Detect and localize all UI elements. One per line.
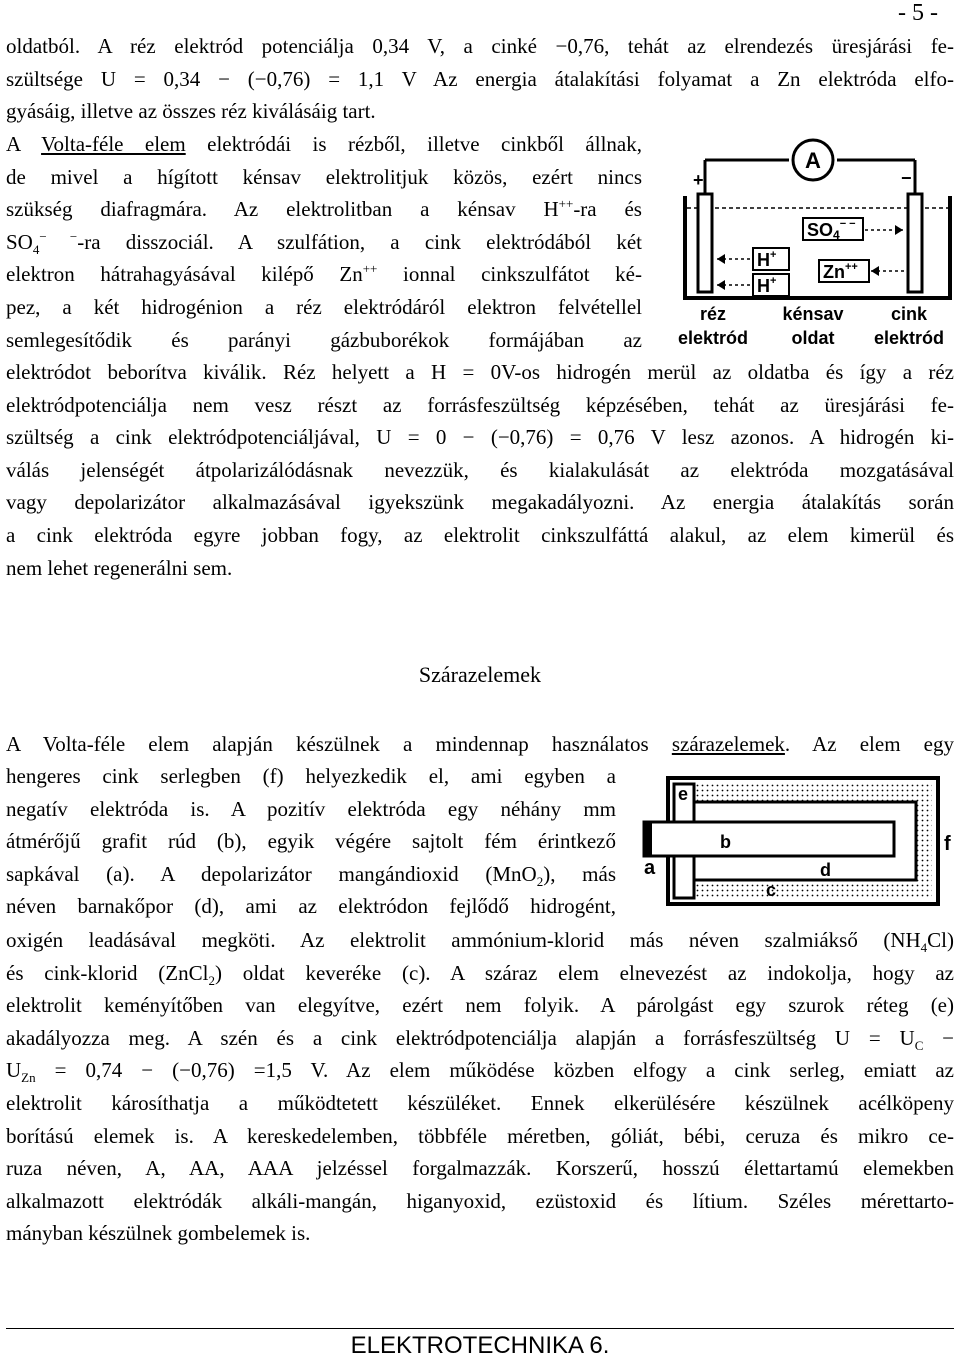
svg-text:elektród: elektród bbox=[873, 328, 945, 348]
zinc-electrode bbox=[908, 194, 922, 292]
svg-text:−: − bbox=[901, 168, 912, 188]
text-line: válás jelenségét átpolarizálódásnak nevezzük, és kialakulását az elektróda mozgatásával bbox=[6, 457, 954, 482]
volta-cell-diagram bbox=[665, 138, 957, 356]
text-line: ruza néven, A, AA, AAA jelzéssel forgalmazzák. Korszerű, hosszú élettartamú elemekben bbox=[6, 1156, 954, 1181]
svg-text:H+: H+ bbox=[757, 249, 777, 270]
graphite-rod bbox=[644, 822, 894, 856]
text-line: oxigén leadásával megköti. Az elektrolit ammónium-klorid más néven szalmiákső $(NH_4Cl)$ bbox=[6, 928, 954, 956]
text-line: alkalmazott elektródák alkáli-mangán, higanyoxid, ezüstoxid és lítium. Széles mérettarto- bbox=[6, 1188, 954, 1213]
text-line: néven barnakőpor (d), ami az elektródon fejlődő hidrogént, bbox=[6, 894, 616, 919]
svg-text:+: + bbox=[693, 170, 704, 190]
svg-text:H+: H+ bbox=[757, 275, 777, 296]
text-line: szültsége U = 0,34 − (−0,76) = 1,1 V Az energia átalakítási folyamat a Zn elektróda elfo- bbox=[6, 66, 954, 91]
svg-text:elektród: elektród bbox=[677, 328, 749, 348]
svg-text:kénsav: kénsav bbox=[782, 304, 844, 324]
svg-text:d: d bbox=[820, 860, 831, 880]
dry-cell-link[interactable]: szárazelemek bbox=[671, 732, 785, 756]
text-line: $U_{Zn} = 0,74 - (-0,76) =1,5$ V. Az elem működése közben elfogy a cink serleg, emiatt az bbox=[6, 1058, 954, 1086]
text-line: szültség a cink elektródpotenciáljával, U = 0 − (−0,76) = 0,76 V lesz azonos. A hidrogén ki- bbox=[6, 425, 954, 450]
page-number: - 5 - bbox=[898, 0, 938, 26]
paragraph-dry-cell-cont bbox=[6, 924, 954, 1250]
svg-text:cink: cink bbox=[890, 304, 928, 324]
paragraph-dry-cell bbox=[6, 728, 954, 761]
text-line: elektrolit károsíthatja a működtetett készüléket. Ennek elkerülésére készülnek acélköpeny bbox=[6, 1090, 954, 1115]
page-footer: ELEKTROTECHNIKA 6. bbox=[350, 1332, 610, 1359]
text-line: negatív elektróda is. A pozitív elektróda egy néhány mm bbox=[6, 796, 616, 821]
svg-text:SO4− −: SO4− − bbox=[807, 218, 856, 242]
text-line: akadályozza meg. A szén és a cink elektródpotenciálja alapján a forrásfeszültség $U = U_C$ − bbox=[6, 1025, 955, 1053]
text-line: hengeres cink serlegben (f) helyezkedik el, ami egyben a bbox=[6, 764, 616, 788]
svg-text:f: f bbox=[944, 833, 951, 855]
volta-element-link[interactable]: Volta-féle elem bbox=[41, 132, 186, 156]
text-line: elektrolit keményítőben van elegyítve, ezért nem folyik. A párolgást egy szurok réteg (e) bbox=[6, 993, 954, 1018]
text-line: sapkával (a). A depolarizátor mangándioxid (MnO$_2$), más bbox=[6, 861, 617, 889]
paragraph-volta-element-cont bbox=[6, 356, 954, 584]
text-line: mányban készülnek gombelemek is. bbox=[6, 1221, 311, 1246]
text-line: és cink-klorid (ZnCl$_2$) oldat keveréke (c). A száraz elem elnevezést az indokolja, hogy az bbox=[6, 960, 955, 988]
text-line: pez, a két hidrogénion a réz elektródáról elektron felvétellel bbox=[6, 294, 642, 319]
svg-text:a: a bbox=[644, 857, 656, 879]
text-line: gyásáig, illetve az összes réz kiválásáig tart. bbox=[6, 99, 376, 124]
svg-text:oldat: oldat bbox=[791, 328, 835, 348]
text-line: borítású elemek is. A kereskedelemben, többféle méretben, góliát, bébi, ceruza és mikro ce- bbox=[6, 1123, 954, 1148]
paragraph-dry-cell-wrap bbox=[6, 760, 616, 923]
text-line: elektron hátrahagyásával kilépő Zn++ ionnal cinkszulfátot ké- bbox=[6, 261, 642, 287]
text-line: átmérőjű grafit rúd (b), egyik végére sajtolt fém érintkező bbox=[6, 829, 616, 854]
svg-text:A: A bbox=[805, 148, 821, 173]
svg-text:c: c bbox=[766, 880, 777, 900]
svg-text:Zn++: Zn++ bbox=[823, 261, 858, 282]
text-line: semlegesítődik és parányi gázbuborékok formájában az bbox=[6, 327, 642, 352]
text-line: a cink elektróda egyre jobban fogy, az elektrolit cinkszulfáttá alakul, az elem kimerül és bbox=[6, 522, 954, 547]
text-line: elektródpotenciálja nem vesz részt az forrásfeszültség képzésében, tehát az üresjárási fe- bbox=[6, 392, 954, 417]
svg-text:e: e bbox=[678, 784, 689, 804]
dry-cell-diagram bbox=[640, 768, 960, 908]
paragraph-intro bbox=[6, 30, 954, 128]
text-line: $SO_4^{- -}-ra$ disszociál. A szulfátion, a cink elektródából két bbox=[6, 228, 642, 257]
text-line: A Volta-féle elem elektródái is rézből, illetve cinkből állnak, bbox=[6, 132, 642, 156]
text-line: szükség diafragmára. Az elektrolitban a kénsav H++-ra és bbox=[6, 196, 642, 222]
svg-text:b: b bbox=[720, 832, 731, 852]
metal-cap bbox=[644, 822, 652, 856]
text-line: vagy depolarizátor alkalmazásával igyekszünk megakadályozni. Az energia átalakítás során bbox=[6, 490, 954, 515]
text-line: de mivel a hígított kénsav elektrolitjuk közös, ezért nincs bbox=[6, 164, 642, 189]
text-line: A Volta-féle elem alapján készülnek a mindennap használatos szárazelemek. Az elem egy bbox=[6, 732, 954, 756]
text-line: elektródot beborítva kiválik. Réz helyett a H = 0V-os hidrogén merül az oldatba és így a réz bbox=[6, 360, 954, 384]
footer-divider bbox=[6, 1328, 954, 1329]
svg-text:réz: réz bbox=[699, 304, 727, 324]
section-heading: Szárazelemek bbox=[418, 662, 542, 687]
copper-electrode bbox=[698, 194, 712, 292]
paragraph-volta-element bbox=[6, 128, 642, 356]
text-line: nem lehet regenerálni sem. bbox=[6, 555, 233, 580]
text-line: oldatból. A réz elektród potenciálja 0,34 V, a cinké −0,76, tehát az elrendezés üresjárási fe- bbox=[6, 34, 954, 58]
